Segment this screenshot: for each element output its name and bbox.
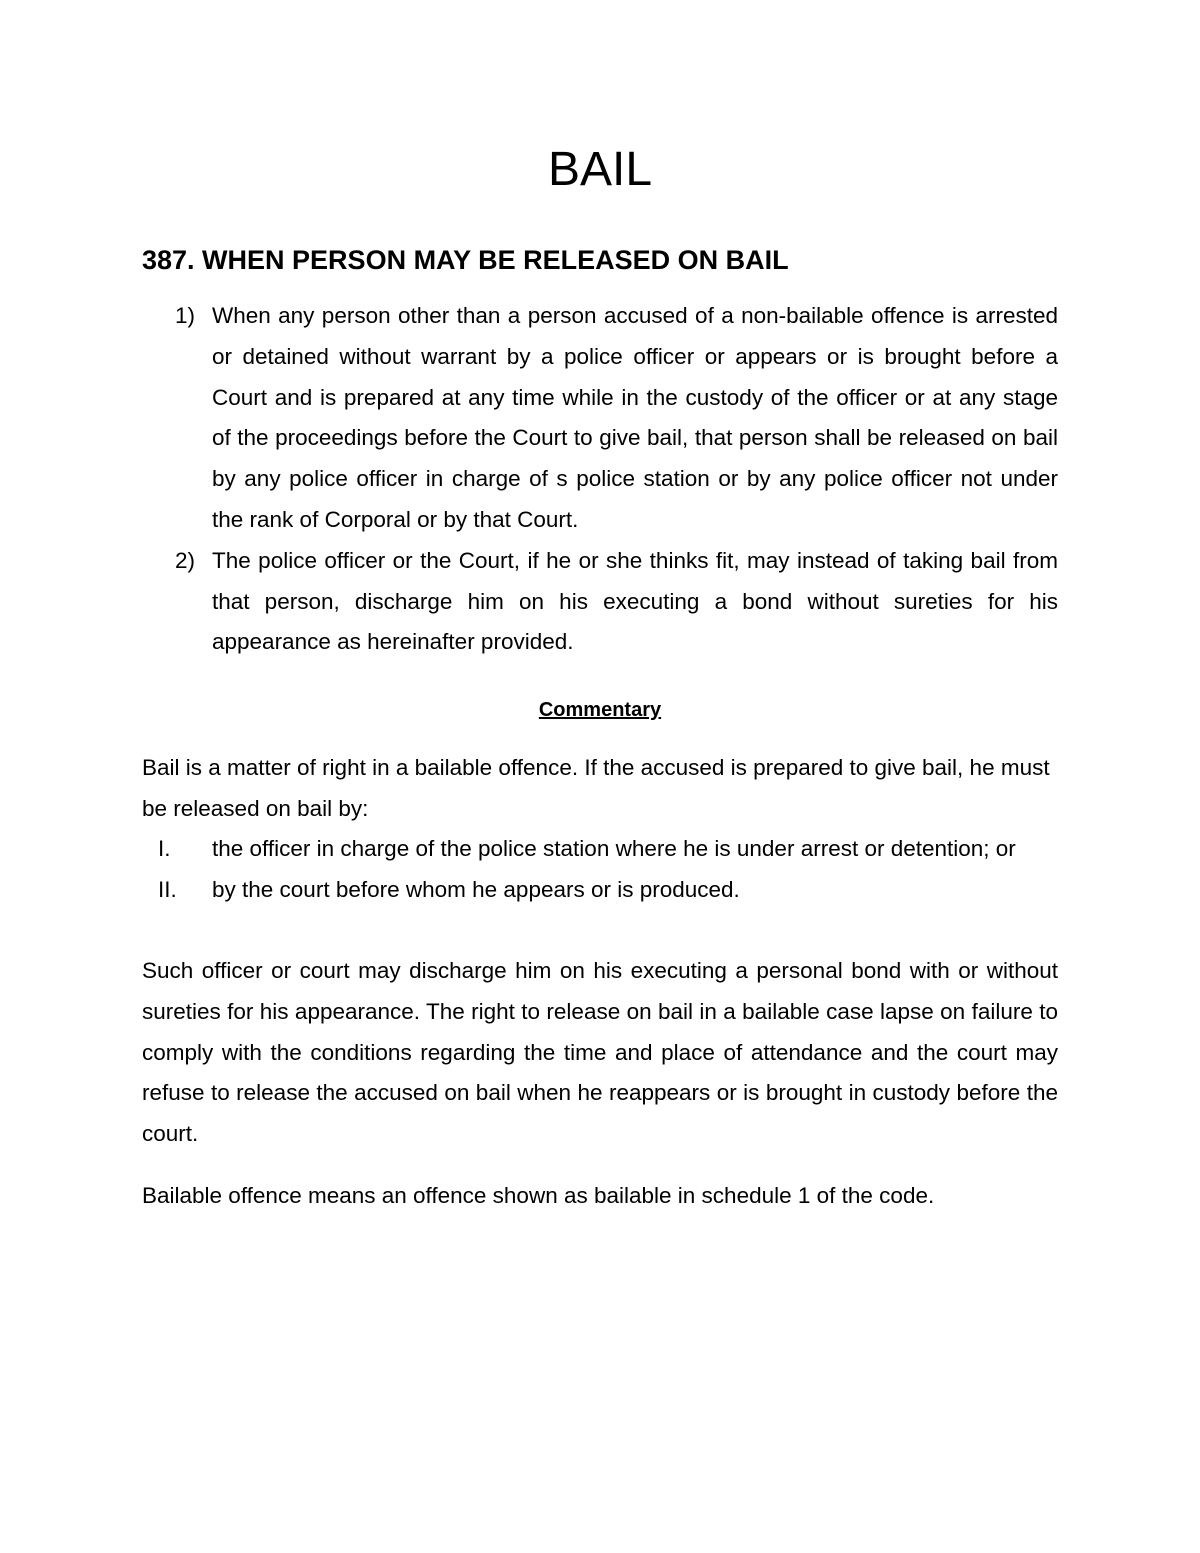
subsection-marker: 1) <box>175 303 196 328</box>
commentary-intro: Bail is a matter of right in a bailable offence. If the accused is prepared to give bail, he must be released on bail by: <box>142 755 1050 821</box>
commentary-item <box>142 870 1058 911</box>
subsection-item <box>142 296 1058 541</box>
subsection-text: The police officer or the Court, if he or she thinks fit, may instead of taking bail from that person, discharge him on his executing a bond without sureties for his appearance as hereinafter provided. <box>212 547 1058 655</box>
commentary-item-text: the officer in charge of the police station where he is under arrest or detention; or <box>212 836 1016 861</box>
commentary-heading: Commentary <box>538 699 662 721</box>
subsection-item <box>142 541 1058 663</box>
commentary-list <box>142 829 1058 911</box>
definition-paragraph: Bailable offence means an offence shown as bailable in schedule 1 of the code. <box>142 1183 935 1208</box>
discharge-paragraph: Such officer or court may discharge him on his executing a personal bond with or without sureties for his appearance. The right to release on bail in a bailable case lapse on failure to comply with the conditions regarding the time and place of attendance and the court may refuse to release the accused on bail when he reappears or is brought in custody before the court. <box>142 958 1058 1147</box>
section-heading: 387. WHEN PERSON MAY BE RELEASED ON BAIL <box>142 245 789 275</box>
commentary-marker: I. <box>158 836 171 861</box>
subsection-list <box>142 296 1058 663</box>
commentary-marker: II. <box>158 876 177 902</box>
commentary-item-text: by the court before whom he appears or is produced. <box>212 876 740 902</box>
subsection-text: When any person other than a person accused of a non-bailable offence is arrested or detained without warrant by a police officer or appears or is brought before a Court and is prepared at any time while in the custody of the officer or at any stage of the proceedings before the Court to give bail, that person shall be released on bail by any police officer in charge of s police station or by any police officer not under the rank of Corporal or by that Court. <box>212 303 1058 532</box>
subsection-marker: 2) <box>175 547 196 573</box>
commentary-item <box>142 829 1058 870</box>
document-title: BAIL <box>547 143 653 196</box>
